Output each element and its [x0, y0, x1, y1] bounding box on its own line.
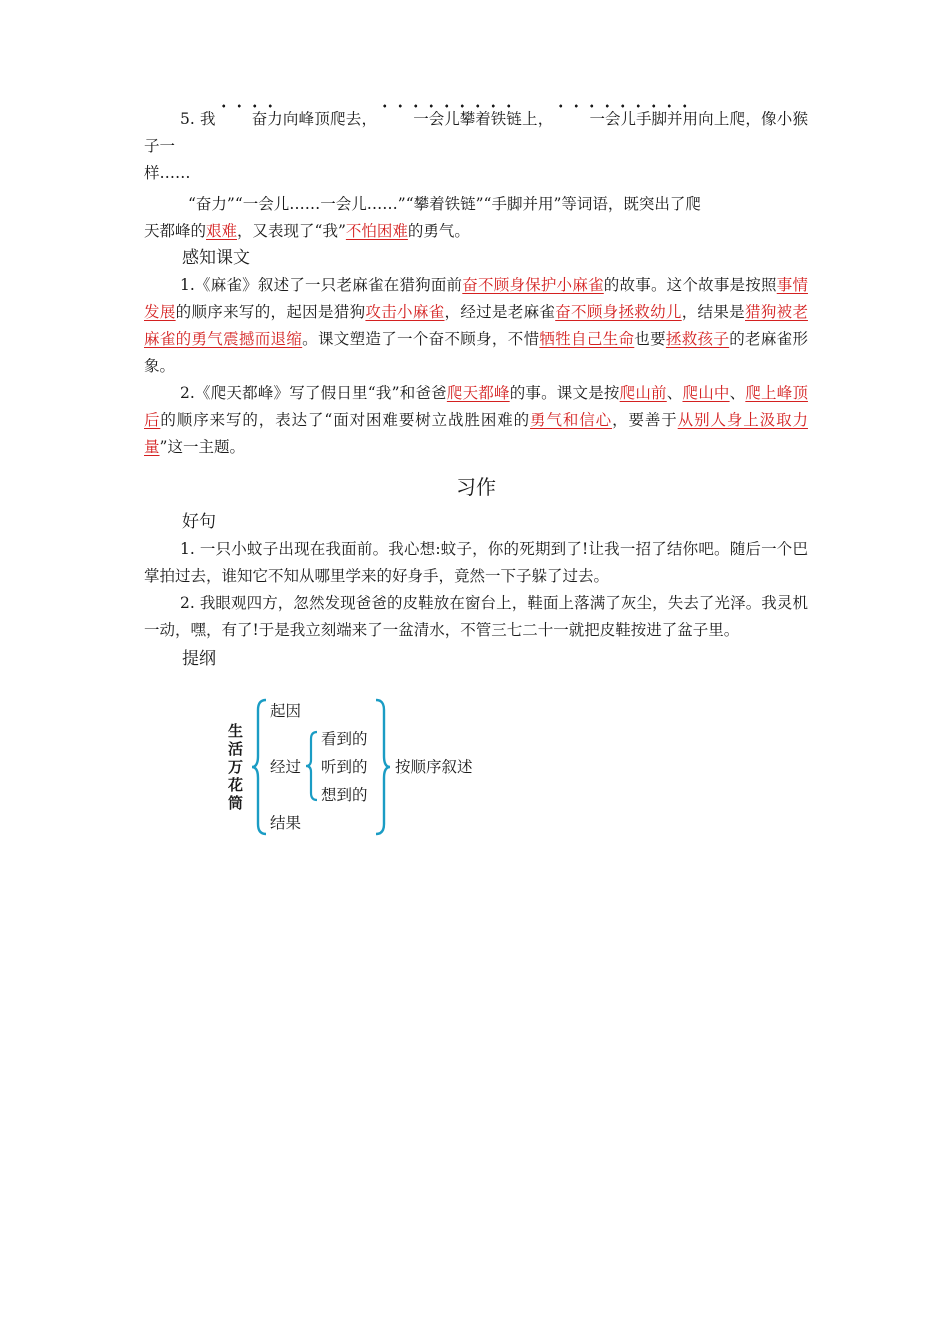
emphasis-dotted-word: 一会儿手脚并用: [553, 106, 698, 133]
answer-blank: 爬山中: [682, 384, 730, 402]
emphasis-dotted-word: 一会儿攀着铁链: [377, 106, 522, 133]
right-brace: [374, 698, 394, 836]
answer-blank: 牺牲自己生命: [539, 330, 635, 348]
answer-blank: 艰难: [206, 222, 238, 240]
outline-process: 经过: [270, 758, 302, 776]
answer-blank: 拯救孩子: [665, 330, 730, 348]
answer-blank: 从别人身上汲取力量: [144, 411, 808, 456]
perceive-item-2: 2.《爬天都峰》写了假日里“我”和爸爸爬天都峰的事。课文是按爬山前、爬山中、爬上峰顶后的顺序来写的，表达了“面对困难要树立战胜困难的勇气和信心，要善于从别人身上汲取力量”这一主题。: [144, 384, 808, 456]
outline-heard: 听到的: [321, 758, 368, 776]
answer-blank: 爬山前: [619, 384, 667, 402]
item-5-sentence: 5. 我 奋力向峰顶爬去， 一会儿攀着铁链上， 一会儿手脚并用向上爬，像小猴子一 样……: [144, 106, 808, 187]
outline-thought: 想到的: [321, 786, 368, 804]
outline-seen: 看到的: [321, 730, 368, 748]
outline-result: 结果: [270, 814, 302, 832]
outline-cause: 起因: [270, 702, 302, 720]
left-brace: [250, 698, 270, 836]
section-heading-good-sentences: 好句: [182, 512, 216, 532]
answer-blank: 猎狗被老麻雀的勇气震撼而退缩: [144, 303, 808, 348]
answer-blank: 奋不顾身拯救幼儿: [555, 303, 682, 321]
item-5-analysis: “奋力”“一会儿……一会儿……”“攀着铁链”“手脚并用”等词语，既突出了爬 天都峰的艰难，又表现了“我”不怕困难的勇气。: [144, 195, 701, 240]
section-heading-outline: 提纲: [182, 649, 216, 669]
section-heading-perceive: 感知课文: [182, 248, 250, 268]
good-sentence-2: 2. 我眼观四方，忽然发现爸爸的皮鞋放在窗台上，鞋面上落满了灰尘，失去了光泽。我灵机一动，嘿，有了!于是我立刻端来了一盆清水，不管三七二十一就把皮鞋按进了盆子里。: [144, 594, 808, 639]
answer-blank: 爬上峰顶后: [144, 384, 808, 429]
outline-diagram: [222, 694, 502, 840]
answer-blank: 事情发展: [144, 276, 808, 321]
answer-blank: 不怕困难: [345, 222, 408, 240]
answer-blank: 攻击小麻雀: [365, 303, 445, 321]
outline-topic: 生 活 万 花 筒: [228, 722, 244, 812]
good-sentence-1: 1. 一只小蚊子出现在我面前。我心想:蚊子，你的死期到了!让我一招了结你吧。随后一个巴掌拍过去，谁知它不知从哪里学来的好身手，竟然一下子躲了过去。: [144, 540, 808, 585]
section-title-writing: 习作: [456, 475, 496, 499]
outline-method: 按顺序叙述: [395, 758, 473, 776]
document-page: [144, 106, 808, 673]
answer-blank: 爬天都峰: [446, 384, 510, 402]
answer-blank: 奋不顾身保护小麻雀: [462, 276, 604, 294]
inner-brace: [304, 730, 320, 802]
emphasis-dotted-word: 奋力: [216, 106, 283, 133]
perceive-item-1: 1.《麻雀》叙述了一只老麻雀在猎狗面前奋不顾身保护小麻雀的故事。这个故事是按照事情发展的顺序来写的，起因是猎狗攻击小麻雀，经过是老麻雀奋不顾身拯救幼儿，结果是猎狗被老麻雀的勇气震撼而退缩。课文塑造了一个奋不顾身，不惜牺牲自己生命也要拯救孩子的老麻雀形象。: [144, 276, 808, 375]
answer-blank: 勇气和信心: [530, 411, 613, 429]
